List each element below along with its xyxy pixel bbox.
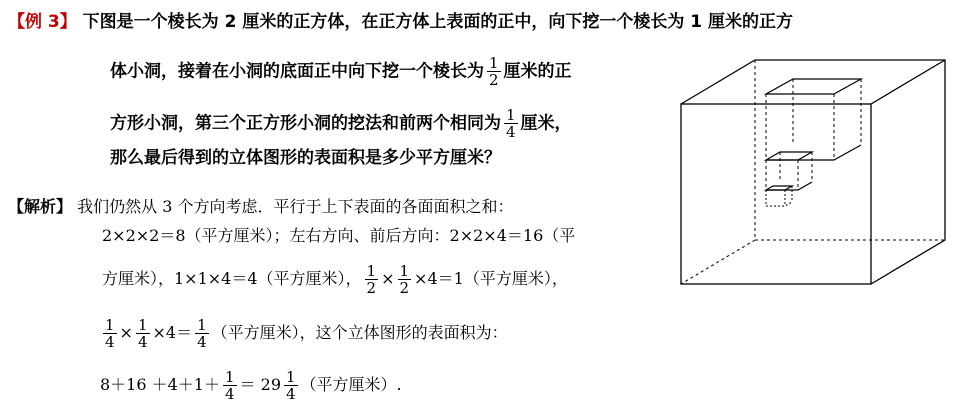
solution-text-1: 我们仍然从 3 个方向考虑．平行于上下表面的各面面积之和：	[77, 197, 514, 216]
solution-text-4a: ×4＝	[152, 323, 193, 342]
problem-text-2a: 体小洞，接着在小洞的底面正中向下挖一个棱长为	[110, 61, 484, 82]
frac-num: 1	[105, 316, 115, 334]
problem-text-3a: 方形小洞，第三个正方形小洞的挖法和前两个相同为	[110, 113, 501, 134]
frac-den: 4	[225, 385, 235, 403]
times-op: ×	[381, 269, 395, 288]
problem-text-3b: 厘米，	[520, 113, 572, 134]
problem-text-1: 下图是一个棱长为 2 厘米的正方体，在正方体上表面的正中，向下挖一个棱长为 1 厘米的正方	[82, 12, 794, 32]
solution-text-3b: ×4＝1（平方厘米），	[414, 269, 568, 288]
solution-text-3a: 方厘米），1×1×4＝4（平方厘米），	[102, 269, 362, 288]
frac-num: 1	[489, 54, 499, 72]
solution-text-5a: 8＋16 ＋4＋1＋	[100, 375, 220, 394]
solution-text-5b: （平方厘米）.	[300, 375, 402, 394]
frac-den: 2	[489, 71, 499, 89]
frac-num: 1	[197, 316, 207, 334]
frac-num: 1	[366, 262, 377, 280]
example-tag: 【例 3】	[8, 12, 77, 32]
frac-den: 4	[286, 385, 296, 403]
frac-den: 2	[366, 279, 377, 297]
frac-num: 1	[137, 316, 148, 334]
frac-den: 4	[105, 333, 115, 351]
problem-text-4: 那么最后得到的立体图形的表面积是多少平方厘米？	[110, 148, 501, 168]
solution-text-5eq: ＝ 29	[239, 375, 281, 394]
frac-den: 2	[399, 279, 410, 297]
solution-text-4b: （平方厘米），这个立体图形的表面积为：	[211, 323, 508, 342]
frac-num: 1	[506, 106, 516, 124]
solution-tag: 【解析】	[8, 197, 73, 216]
frac-num: 1	[399, 262, 410, 280]
hole-2-hidden	[766, 152, 812, 190]
frac-den: 4	[137, 333, 148, 351]
cube-front-face	[681, 104, 871, 284]
times-op: ×	[119, 323, 133, 342]
cube-top-right-edge	[871, 60, 945, 104]
frac-num: 1	[286, 368, 296, 386]
hole-3-hidden	[766, 186, 792, 206]
hole-2	[766, 152, 812, 160]
frac-den: 4	[506, 123, 516, 141]
frac-num: 1	[225, 368, 235, 386]
solution-text-2: 2×2×2＝8（平方厘米）；左右方向、前后方向：2×2×4＝16（平	[102, 226, 576, 245]
frac-den: 4	[197, 333, 207, 351]
problem-text-2b: 厘米的正	[503, 61, 572, 82]
hole-1-hidden	[766, 79, 861, 160]
hole-1	[766, 79, 861, 94]
